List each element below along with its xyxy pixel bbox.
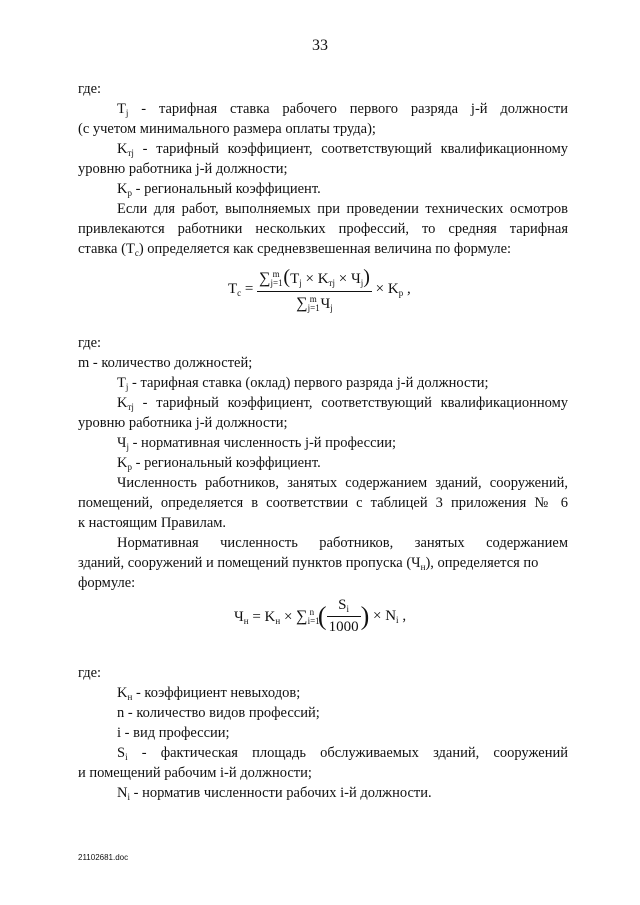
def-tj: $T_j$ - тарифная ставка рабочего первого разряда j-й должности <box>117 101 568 118</box>
def-tj-cont: (с учетом минимального размера оплаты труда); <box>78 121 376 137</box>
def-kp: $K_р$ - региональный коэффициент. <box>117 181 321 198</box>
where-label-3: где: <box>78 665 102 681</box>
where-label-1: где: <box>78 81 102 97</box>
def-tj-2: $T_j$ - тарифная ставка (оклад) первого разряда j-й должности; <box>117 375 489 392</box>
paragraph-line: Если для работ, выполняемых при проведении технических осмотров <box>117 201 568 217</box>
paragraph-line: Нормативная численность работников, занятых содержанием <box>117 535 568 551</box>
formula-average-tariff: $T_c$ = $\frac{\sum_{j=1}^m (T_j \times K_{тj} \times Ч_j)}{\sum_{j=1}^m Ч_j}$ × $K_р$ , <box>228 266 411 313</box>
def-ktj-cont: уровню работника j-й должности; <box>78 161 288 177</box>
where-label-2: где: <box>78 335 102 351</box>
paragraph-line: к настоящим Правилам. <box>78 515 227 531</box>
def-n: n - количество видов профессий; <box>117 705 320 721</box>
def-chj: $Ч_j$ - нормативная численность j-й профессии; <box>117 435 397 452</box>
paragraph-line: Численность работников, занятых содержанием зданий, сооружений, <box>117 475 568 491</box>
page-number: 33 <box>312 37 328 54</box>
paragraph-line: привлекаются работники нескольких профессий, то средняя тарифная <box>78 221 568 237</box>
def-kp-2: $K_р$ - региональный коэффициент. <box>117 455 321 472</box>
def-kn: $K_н$ - коэффициент невыходов; <box>117 685 301 702</box>
def-i: i - вид профессии; <box>117 725 230 741</box>
def-ktj: $K_{тj}$ - тарифный коэффициент, соответствующий квалификационному <box>117 141 568 158</box>
def-ktj-2-cont: уровню работника j-й должности; <box>78 415 288 431</box>
def-ktj-2: $K_{тj}$ - тарифный коэффициент, соответствующий квалификационному <box>117 395 568 412</box>
footer-doc-id: 21102681.doc <box>78 853 129 862</box>
def-m: m - количество должностей; <box>78 355 253 371</box>
paragraph-line: ставка $(Т_c)$ определяется как средневзвешенная величина по формуле: <box>78 241 512 258</box>
def-ni: $N_i$ - норматив численности рабочих i-й должности. <box>117 785 432 802</box>
def-si: $S_i$ - фактическая площадь обслуживаемых зданий, сооружений <box>117 745 569 762</box>
paragraph-line: помещений, определяется в соответствии с таблицей 3 приложения № 6 <box>78 495 568 511</box>
def-si-cont: и помещений рабочим i-й должности; <box>78 765 312 781</box>
paragraph-line: формуле: <box>78 575 136 591</box>
formula-normative-count: $Ч_н = K_н \times \sum_{i=1}^n$ ( $\frac{S_i}{1000}$ ) × $N_i$ , <box>234 597 407 635</box>
paragraph-line: зданий, сооружений и помещений пунктов пропуска $(Ч_н)$, определяется по <box>78 555 539 572</box>
